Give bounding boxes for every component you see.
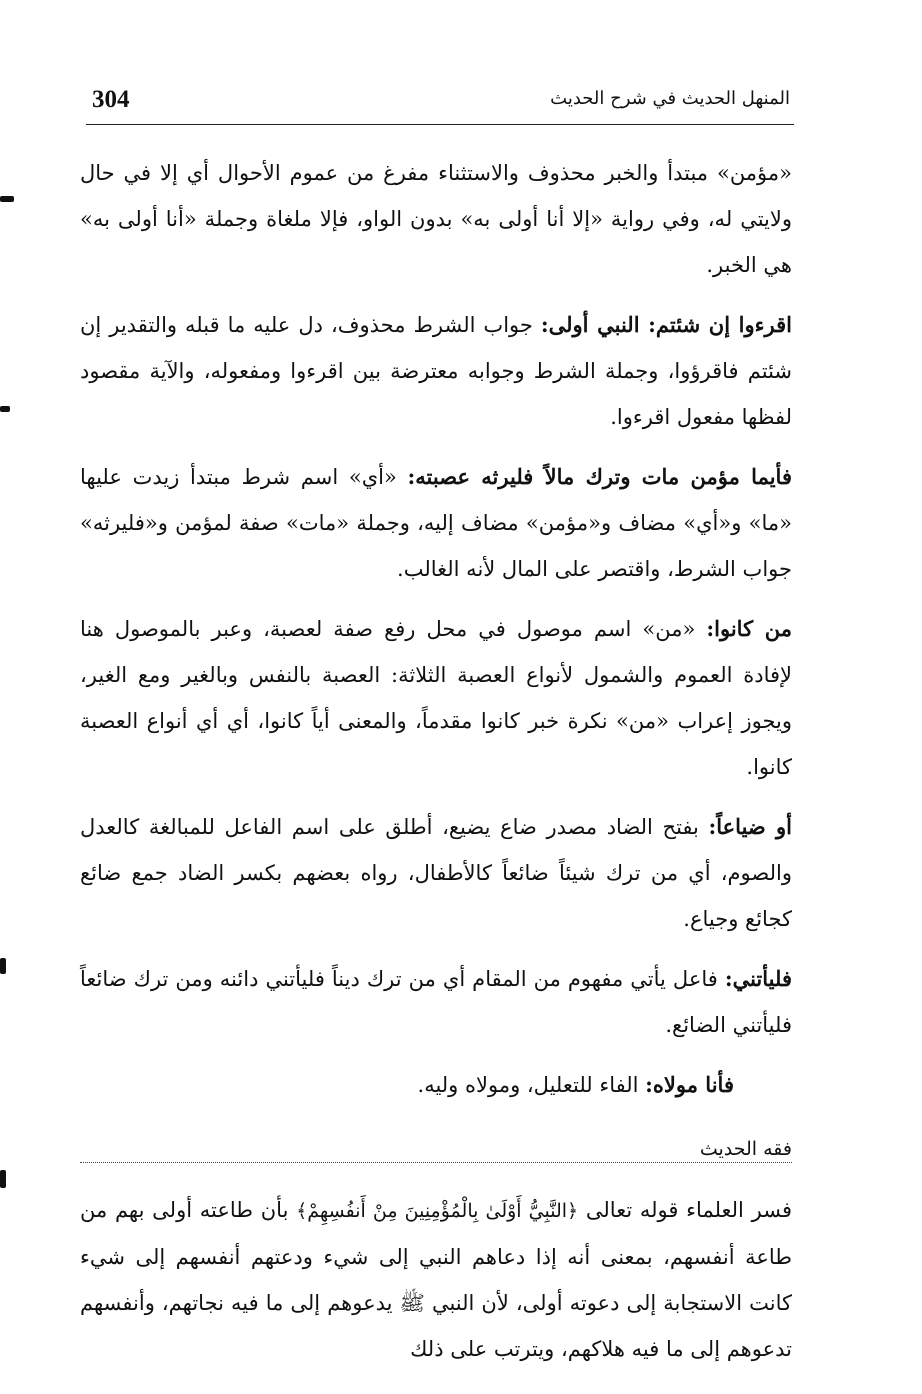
section-title: فقه الحديث (699, 1138, 792, 1160)
paragraph-text: «من» اسم موصول في محل رفع صفة لعصبة، وعبر بالموصول هنا لإفادة العموم والشمول لأنواع العصبة الثلاثة: العصبة بالنفس وبالغير ومع الغير، ويجوز إعراب «من» نكرة خبر كانوا مقدماً، والمعنى أياً كانوا، أي أي أنواع العصبة كانوا. (80, 617, 792, 779)
paragraph-lead: فأنا مولاه: (645, 1072, 734, 1097)
page-number: 304 (92, 86, 130, 113)
paragraph-text: بفتح الضاد مصدر ضاع يضيع، أطلق على اسم الفاعل للمبالغة كالعدل والصوم، أي من ترك شيئاً ضائعاً كالأطفال، رواه بعضهم بكسر الضاد جمع ضائع كجائع وجياع. (80, 815, 792, 931)
page-body (80, 150, 792, 1386)
paragraph-text: فاعل يأتي مفهوم من المقام أي من ترك ديناً فليأتني دائنه ومن ترك ضائعاً فليأتني الضائع. (80, 967, 792, 1037)
paragraph-lead: فأيما مؤمن مات وترك مالاً فليرثه عصبته: (407, 464, 792, 489)
paragraph-lead: فليأتني: (724, 966, 792, 991)
paragraph-text: جواب الشرط محذوف، دل عليه ما قبله والتقدير إن شئتم فاقرؤوا، وجملة الشرط وجوابه معترضة بين اقرءوا ومفعوله، والآية مقصود لفظها مفعول اقرءوا. (80, 313, 792, 429)
paragraph-lead: من كانوا: (706, 616, 792, 641)
paragraph (80, 1187, 792, 1372)
paragraph (80, 804, 792, 942)
page-header (86, 84, 794, 125)
margin-mark (0, 406, 10, 412)
paragraph-text: فسر العلماء قوله تعالى (578, 1198, 792, 1222)
section-heading (80, 1138, 792, 1163)
paragraph (80, 150, 792, 288)
paragraph-lead: اقرءوا إن شئتم: النبي أولى: (540, 312, 792, 337)
paragraph (80, 1062, 792, 1108)
paragraph-text: الفاء للتعليل، ومولاه وليه. (417, 1073, 646, 1097)
margin-mark (0, 196, 14, 202)
paragraph (80, 302, 792, 440)
paragraph-text: «مؤمن» مبتدأ والخبر محذوف والاستثناء مفرغ من عموم الأحوال أي إلا في حال ولايتي له، وفي رواية «إلا أنا أولى به» بدون الواو، فإلا ملغاة وجملة «أنا أولى به» هي الخبر. (80, 161, 792, 277)
running-head: المنهل الحديث في شرح الحديث (550, 88, 790, 109)
margin-mark (0, 958, 6, 974)
paragraph (80, 606, 792, 790)
paragraph (80, 956, 792, 1048)
paragraph (80, 454, 792, 592)
paragraph-text: بأن طاعته أولى بهم من طاعة أنفسهم، بمعنى أنه إذا دعاهم النبي إلى شيء ودعتهم أنفسهم إلى شيء كانت الاستجابة إلى دعوته أولى، لأن النبي ﷺ يدعوهم إلى ما فيه نجاتهم، وأنفسهم تدعوهم إلى ما فيه هلاكهم، ويترتب على ذلك (80, 1198, 792, 1361)
paragraph-lead: أو ضياعاً: (708, 814, 792, 839)
margin-mark (0, 1170, 6, 1188)
paragraph-text: «أي» اسم شرط مبتدأ زيدت عليها «ما» و«أي» مضاف و«مؤمن» مضاف إليه، وجملة «مات» صفة لمؤمن و«فليرثه» جواب الشرط، واقتصر على المال لأنه الغالب. (80, 465, 792, 581)
quran-quote: ﴿النَّبِيُّ أَوْلَىٰ بِالْمُؤْمِنِينَ مِنْ أَنفُسِهِمْ﴾ (296, 1200, 579, 1222)
